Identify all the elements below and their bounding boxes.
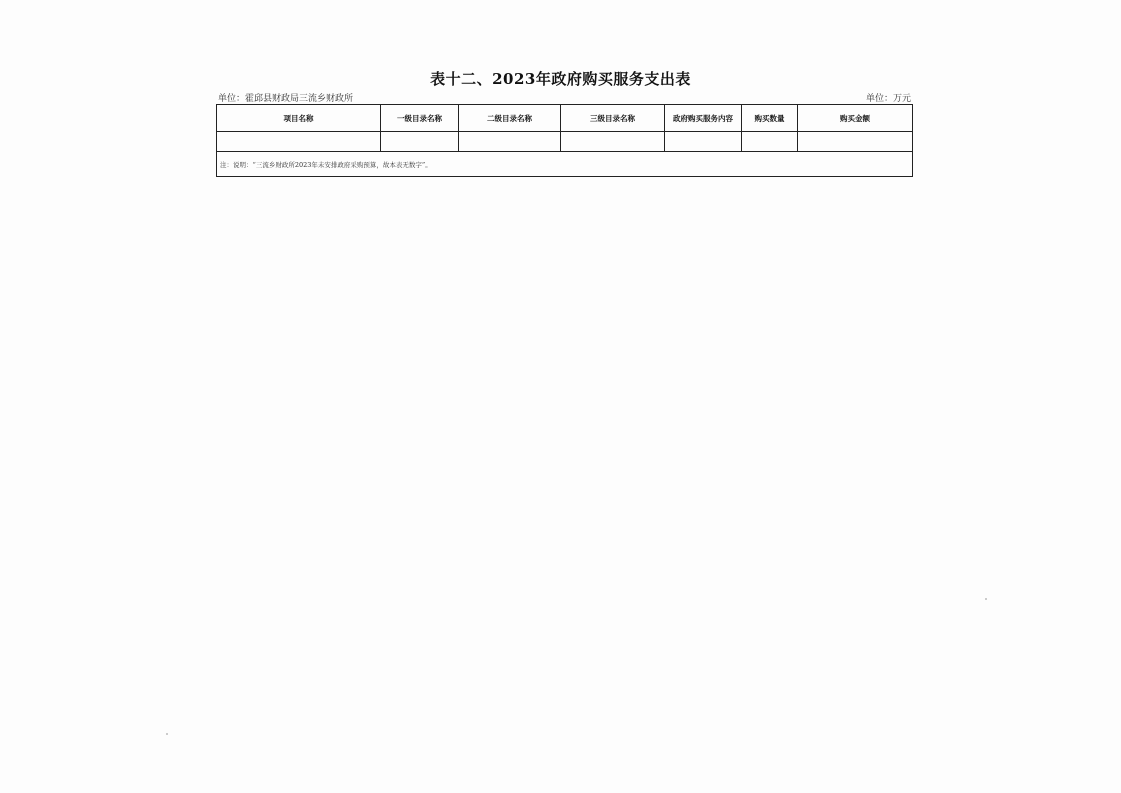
scan-speck [985, 598, 987, 600]
table-cell [665, 132, 742, 152]
table-cell [798, 132, 913, 152]
table-row [217, 132, 913, 152]
document-title: 表十二、2023年政府购买服务支出表 [430, 70, 691, 88]
column-header-quantity: 购买数量 [742, 105, 798, 132]
column-header-project-name: 项目名称 [217, 105, 381, 132]
unit-label-currency: 单位：万元 [865, 94, 911, 104]
table-cell [217, 132, 381, 152]
table-note-row [217, 152, 913, 177]
table-cell [561, 132, 665, 152]
table-cell [381, 132, 459, 152]
column-header-level1-category: 一级目录名称 [381, 105, 459, 132]
column-header-service-content: 政府购买服务内容 [665, 105, 742, 132]
unit-label-organization: 单位：霍邱县财政局三流乡财政所 [218, 94, 354, 104]
column-header-level2-category: 二级目录名称 [459, 105, 561, 132]
scan-speck [166, 733, 168, 735]
table-note: 注：说明：“三流乡财政所2023年未安排政府采购预算，故本表无数字”。 [217, 152, 913, 177]
table-cell [459, 132, 561, 152]
table-header-row [217, 105, 913, 132]
expenditure-table [216, 104, 913, 177]
column-header-level3-category: 三级目录名称 [561, 105, 665, 132]
table-cell [742, 132, 798, 152]
column-header-amount: 购买金额 [798, 105, 913, 132]
